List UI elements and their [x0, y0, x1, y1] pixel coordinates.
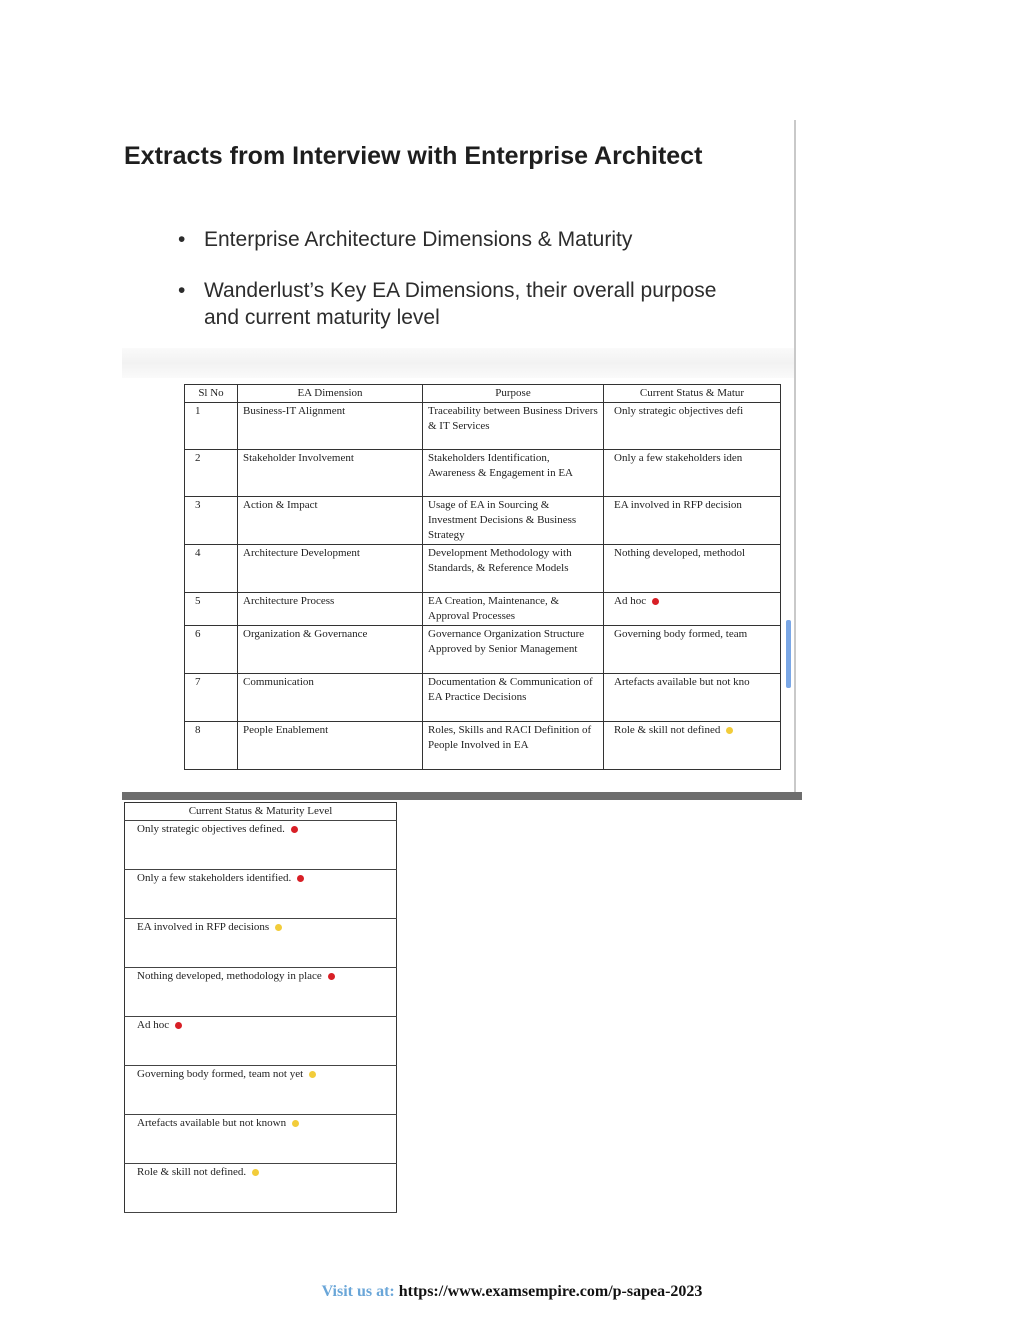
table-row [125, 1164, 397, 1213]
sl-no-cell: 7 [185, 674, 238, 722]
status-cell [125, 870, 397, 919]
status-text: Artefacts available but not known [137, 1117, 287, 1129]
status-cell [604, 450, 781, 497]
dimension-cell: Stakeholder Involvement [238, 450, 423, 497]
purpose-cell: Usage of EA in Sourcing & Investment Decisions & Business Strategy [423, 497, 604, 545]
slide-bottom-border [122, 792, 802, 800]
table-row [125, 968, 397, 1017]
table-row [185, 497, 781, 545]
dimension-cell: Action & Impact [238, 497, 423, 545]
bullet-dot-icon: • [178, 228, 186, 251]
status-text: Governing body formed, team [614, 628, 748, 640]
sl-no-cell: 3 [185, 497, 238, 545]
dimension-cell: People Enablement [238, 722, 423, 770]
footer [0, 1283, 1024, 1301]
bullet-text: Wanderlust’s Key EA Dimensions, their overall purpose and current maturity level [204, 279, 717, 329]
status-cell [604, 674, 781, 722]
purpose-cell: Traceability between Business Drivers & IT Services [423, 403, 604, 450]
yellow-status-dot-icon [275, 924, 282, 931]
red-status-dot-icon [297, 875, 304, 882]
table-row [185, 403, 781, 450]
scrollbar-thumb[interactable] [786, 620, 791, 688]
status-text: EA involved in RFP decision [614, 499, 742, 511]
table-header-row [125, 803, 397, 821]
table-row [185, 450, 781, 497]
slide-right-border [794, 120, 796, 800]
status-cell [604, 403, 781, 450]
bullet-item [178, 226, 738, 253]
status-text: Only strategic objectives defined. [137, 823, 285, 835]
status-text: EA involved in RFP decisions [137, 921, 270, 933]
bullet-dot-icon: • [178, 279, 186, 302]
header-current-status-maturity: Current Status & Maturity Level [125, 803, 397, 821]
dimension-cell: Communication [238, 674, 423, 722]
status-text: Only strategic objectives defi [614, 405, 744, 417]
purpose-cell: Stakeholders Identification, Awareness & Engagement in EA [423, 450, 604, 497]
red-status-dot-icon [328, 973, 335, 980]
status-cell [604, 497, 781, 545]
status-cell [125, 1017, 397, 1066]
faded-background-band [122, 348, 794, 378]
purpose-cell: Governance Organization Structure Approved by Senior Management [423, 626, 604, 674]
red-status-dot-icon [291, 826, 298, 833]
bullet-list [178, 226, 738, 355]
status-cell [604, 722, 781, 770]
sl-no-cell: 8 [185, 722, 238, 770]
sl-no-cell: 5 [185, 593, 238, 626]
status-text: Ad hoc [614, 595, 647, 607]
status-cell [125, 1115, 397, 1164]
table-row [125, 919, 397, 968]
status-text: Nothing developed, methodol [614, 547, 746, 559]
bullet-text: Enterprise Architecture Dimensions & Maturity [204, 228, 633, 251]
table-row [185, 545, 781, 593]
header-sl-no: Sl No [185, 385, 238, 403]
slide-title: Extracts from Interview with Enterprise Architect [124, 142, 703, 170]
purpose-cell: Development Methodology with Standards, & Reference Models [423, 545, 604, 593]
dimension-cell: Architecture Process [238, 593, 423, 626]
dimension-cell: Architecture Development [238, 545, 423, 593]
yellow-status-dot-icon [252, 1169, 259, 1176]
status-cell [125, 1066, 397, 1115]
table-row [125, 870, 397, 919]
header-purpose: Purpose [423, 385, 604, 403]
status-cell [125, 968, 397, 1017]
status-cell [125, 1164, 397, 1213]
status-text: Only a few stakeholders identified. [137, 872, 292, 884]
status-cell [604, 593, 781, 626]
yellow-status-dot-icon [726, 727, 733, 734]
status-text: Ad hoc [137, 1019, 170, 1031]
purpose-cell: Documentation & Communication of EA Practice Decisions [423, 674, 604, 722]
sl-no-cell: 4 [185, 545, 238, 593]
purpose-cell: Roles, Skills and RACI Definition of People Involved in EA [423, 722, 604, 770]
status-text: Governing body formed, team not yet [137, 1068, 304, 1080]
table-row [125, 1115, 397, 1164]
table-row [185, 593, 781, 626]
status-cell [125, 919, 397, 968]
table-row [125, 821, 397, 870]
purpose-cell: EA Creation, Maintenance, & Approval Processes [423, 593, 604, 626]
table-row [125, 1066, 397, 1115]
table-header-row [185, 385, 781, 403]
status-maturity-table [124, 802, 397, 1213]
header-ea-dimension: EA Dimension [238, 385, 423, 403]
yellow-status-dot-icon [292, 1120, 299, 1127]
table-row [185, 626, 781, 674]
bullet-item [178, 277, 738, 331]
sl-no-cell: 1 [185, 403, 238, 450]
status-cell [125, 821, 397, 870]
status-text: Role & skill not defined. [137, 1166, 247, 1178]
status-cell [604, 545, 781, 593]
red-status-dot-icon [175, 1022, 182, 1029]
dimension-cell: Business-IT Alignment [238, 403, 423, 450]
dimension-cell: Organization & Governance [238, 626, 423, 674]
status-text: Role & skill not defined [614, 724, 721, 736]
status-text: Nothing developed, methodology in place [137, 970, 322, 982]
table-row [125, 1017, 397, 1066]
footer-label: Visit us at: [321, 1283, 395, 1300]
table-row [185, 722, 781, 770]
table-row [185, 674, 781, 722]
sl-no-cell: 2 [185, 450, 238, 497]
status-text: Only a few stakeholders iden [614, 452, 743, 464]
red-status-dot-icon [652, 598, 659, 605]
sl-no-cell: 6 [185, 626, 238, 674]
header-current-status: Current Status & Matur [604, 385, 781, 403]
footer-url-link[interactable]: https://www.examsempire.com/p-sapea-2023 [398, 1283, 703, 1300]
status-text: Artefacts available but not kno [614, 676, 750, 688]
status-cell [604, 626, 781, 674]
ea-dimensions-table [184, 384, 781, 770]
yellow-status-dot-icon [309, 1071, 316, 1078]
